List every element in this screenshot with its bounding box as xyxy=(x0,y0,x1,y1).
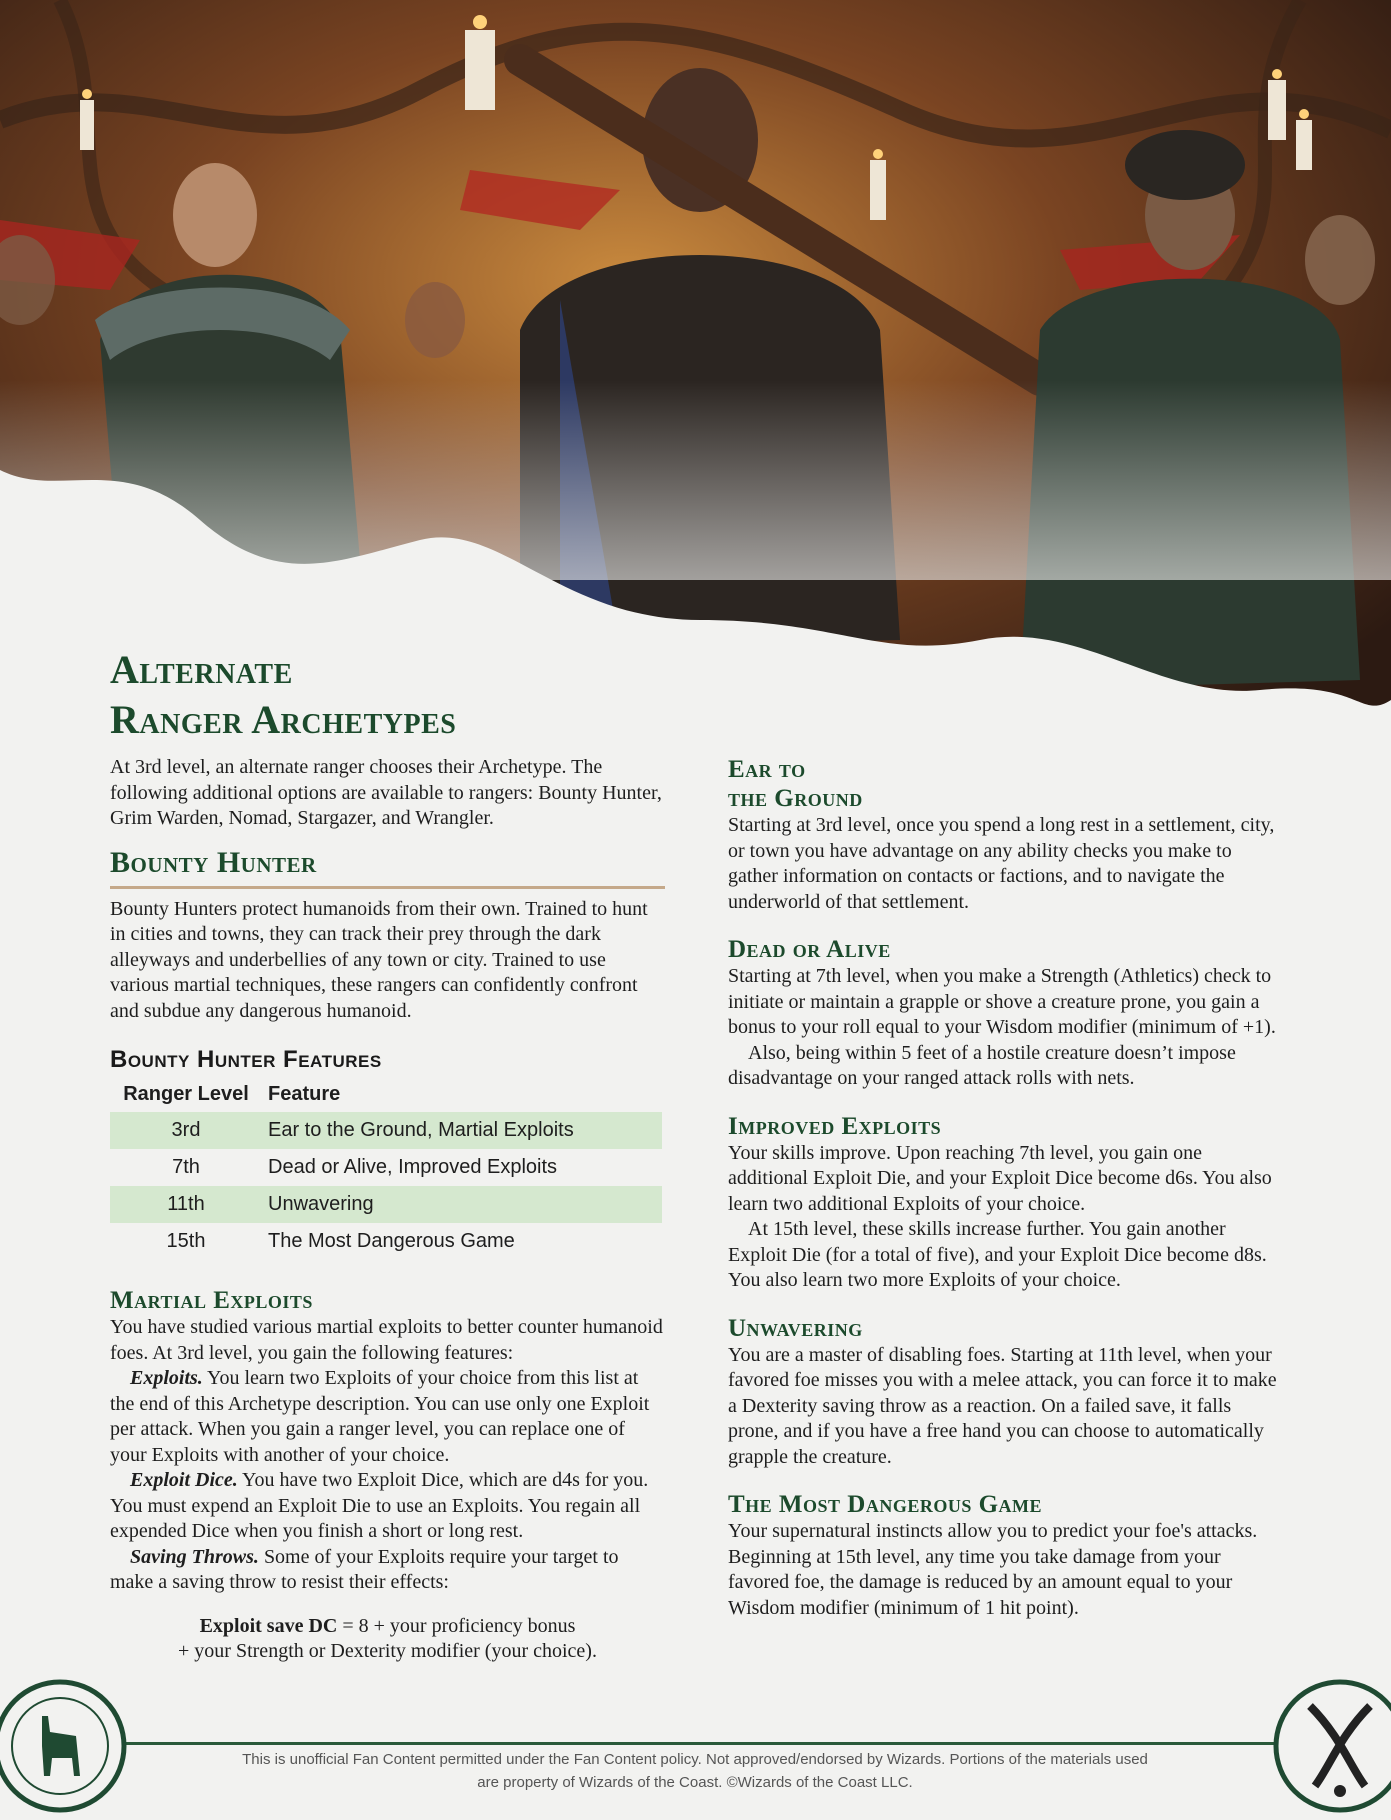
features-table xyxy=(110,1078,662,1260)
row-level: 3rd xyxy=(110,1112,262,1149)
most-dangerous-game-heading: The Most Dangerous Game xyxy=(728,1491,1043,1518)
dead-or-alive-text-1: Starting at 7th level, when you make a Strength (Athletics) check to initiate or maintain a grapple or shove a creature prone, you gain a bonus to your roll equal to your Wisdom modifier (minimum of +1). xyxy=(728,965,1276,1038)
ear-to-the-ground-text: Starting at 3rd level, once you spend a long rest in a settlement, city, or town you have advantage on any ability checks you make to gather information on contacts or factions, and to navigate the underworld of that settlement. xyxy=(728,814,1275,913)
left-column xyxy=(110,645,665,1665)
row-feature: Unwavering xyxy=(262,1186,662,1223)
saving-throws-paragraph xyxy=(110,1545,665,1596)
features-table-heading: Bounty Hunter Features xyxy=(110,1046,382,1073)
row-feature: Dead or Alive, Improved Exploits xyxy=(268,1155,558,1178)
exploits-paragraph xyxy=(110,1366,665,1468)
formula-rest: = 8 + your proficiency bonus xyxy=(337,1614,576,1637)
exploit-dice-text: You have two Exploit Dice, which are d4s for you. You must expend an Exploit Die to use an Exploits. You regain all expended Dice when you finish a short or long rest. xyxy=(110,1469,649,1542)
table-row xyxy=(110,1112,662,1149)
dead-or-alive-text-2: Also, being within 5 feet of a hostile creature doesn’t impose disadvantage on your ranged attack rolls with nets. xyxy=(728,1041,1236,1089)
page-title xyxy=(110,645,665,745)
heading-rule xyxy=(110,886,665,889)
unwavering-heading: Unwavering xyxy=(728,1314,863,1342)
exploits-text: You learn two Exploits of your choice from this list at the end of this Archetype description. You can use only one Exploit per attack. When you gain a ranger level, you can replace one of your Exploits with another of your choice. xyxy=(110,1367,650,1466)
laserllama-logo xyxy=(0,1676,130,1816)
footer-rule xyxy=(120,1742,1280,1745)
martial-exploits-intro: You have studied various martial exploits to better counter humanoid foes. At 3rd level, you gain the following features: xyxy=(110,1316,663,1364)
table-row xyxy=(110,1223,662,1260)
column-header-feature: Feature xyxy=(268,1083,341,1106)
formula-line-1 xyxy=(110,1614,665,1640)
martial-exploits-heading: Martial Exploits xyxy=(110,1287,313,1314)
column-header-level: Ranger Level xyxy=(123,1083,249,1106)
improved-exploits-text-1: Your skills improve. Upon reaching 7th level, you gain one additional Exploit Die, and your Exploit Dice become d6s. You also learn two additional Exploits of your choice. xyxy=(728,1141,1272,1215)
formula-label: Exploit save DC xyxy=(199,1614,338,1637)
row-level: 7th xyxy=(172,1155,200,1178)
page-title-line-2: Ranger Archetypes xyxy=(110,697,457,742)
row-feature: Ear to the Ground, Martial Exploits xyxy=(262,1112,662,1149)
ear-to-the-ground-heading xyxy=(728,755,1283,813)
page-title-line-1: Alternate xyxy=(110,647,293,692)
row-level: 15th xyxy=(166,1229,206,1252)
intro-paragraph: At 3rd level, an alternate ranger chooses their Archetype. The following additional options are available to rangers: Bounty Hunter, Grim Warden, Nomad, Stargazer, and Wrangler. xyxy=(110,756,662,829)
ear-heading-line-2: the Ground xyxy=(728,785,863,812)
footer-legal-text xyxy=(150,1748,1240,1794)
table-row xyxy=(110,1149,662,1186)
save-dc-formula xyxy=(110,1614,665,1665)
unwavering-text: You are a master of disabling foes. Starting at 11th level, when your favored foe misses you with a melee attack, you can force it to make a Dexterity saving throw as a reaction. On a failed save, it falls prone, and if you have a free hand you can choose to automatically grapple the creature. xyxy=(728,1343,1277,1468)
formula-line-2: + your Strength or Dexterity modifier (your choice). xyxy=(178,1640,597,1662)
dead-or-alive-heading: Dead or Alive xyxy=(728,936,891,963)
table-header-row xyxy=(110,1078,662,1112)
footer-line-2: are property of Wizards of the Coast. ©Wizards of the Coast LLC. xyxy=(477,1774,913,1791)
bounty-hunter-heading: Bounty Hunter xyxy=(110,845,317,879)
exploit-dice-lead: Exploit Dice. xyxy=(130,1469,238,1491)
improved-exploits-heading: Improved Exploits xyxy=(728,1112,942,1140)
exploit-dice-paragraph xyxy=(110,1468,665,1545)
saving-throws-lead: Saving Throws. xyxy=(130,1545,259,1568)
most-dangerous-game-text: Your supernatural instincts allow you to predict your foe's attacks. Beginning at 15th level, any time you take damage from your favored foe, the damage is reduced by an amount equal to your Wisdom modifier (minimum of 1 hit point). xyxy=(728,1520,1258,1619)
row-feature: The Most Dangerous Game xyxy=(268,1229,515,1252)
improved-exploits-text-2: At 15th level, these skills increase further. You gain another Exploit Die (for a total of five), and your Exploit Dice become d8s. You also learn two more Exploits of your choice. xyxy=(728,1218,1267,1291)
crossed-blades-logo xyxy=(1270,1676,1391,1816)
row-level: 11th xyxy=(110,1186,262,1223)
footer-line-1: This is unofficial Fan Content permitted under the Fan Content policy. Not approved/endorsed by Wizards. Portions of the materials used xyxy=(242,1751,1148,1768)
saving-throws-text: Some of your Exploits require your target to make a saving throw to resist their effects: xyxy=(110,1545,619,1593)
bounty-hunter-description: Bounty Hunters protect humanoids from their own. Trained to hunt in cities and towns, they can track their prey through the dark alleyways and underbellies of any town or city. Trained to use various martial techniques, these rangers can confidently confront and subdue any dangerous humanoid. xyxy=(110,897,648,1022)
table-row xyxy=(110,1186,662,1223)
ear-heading-line-1: Ear to xyxy=(728,756,806,783)
right-column xyxy=(728,755,1283,1621)
exploits-lead: Exploits. xyxy=(130,1367,203,1389)
